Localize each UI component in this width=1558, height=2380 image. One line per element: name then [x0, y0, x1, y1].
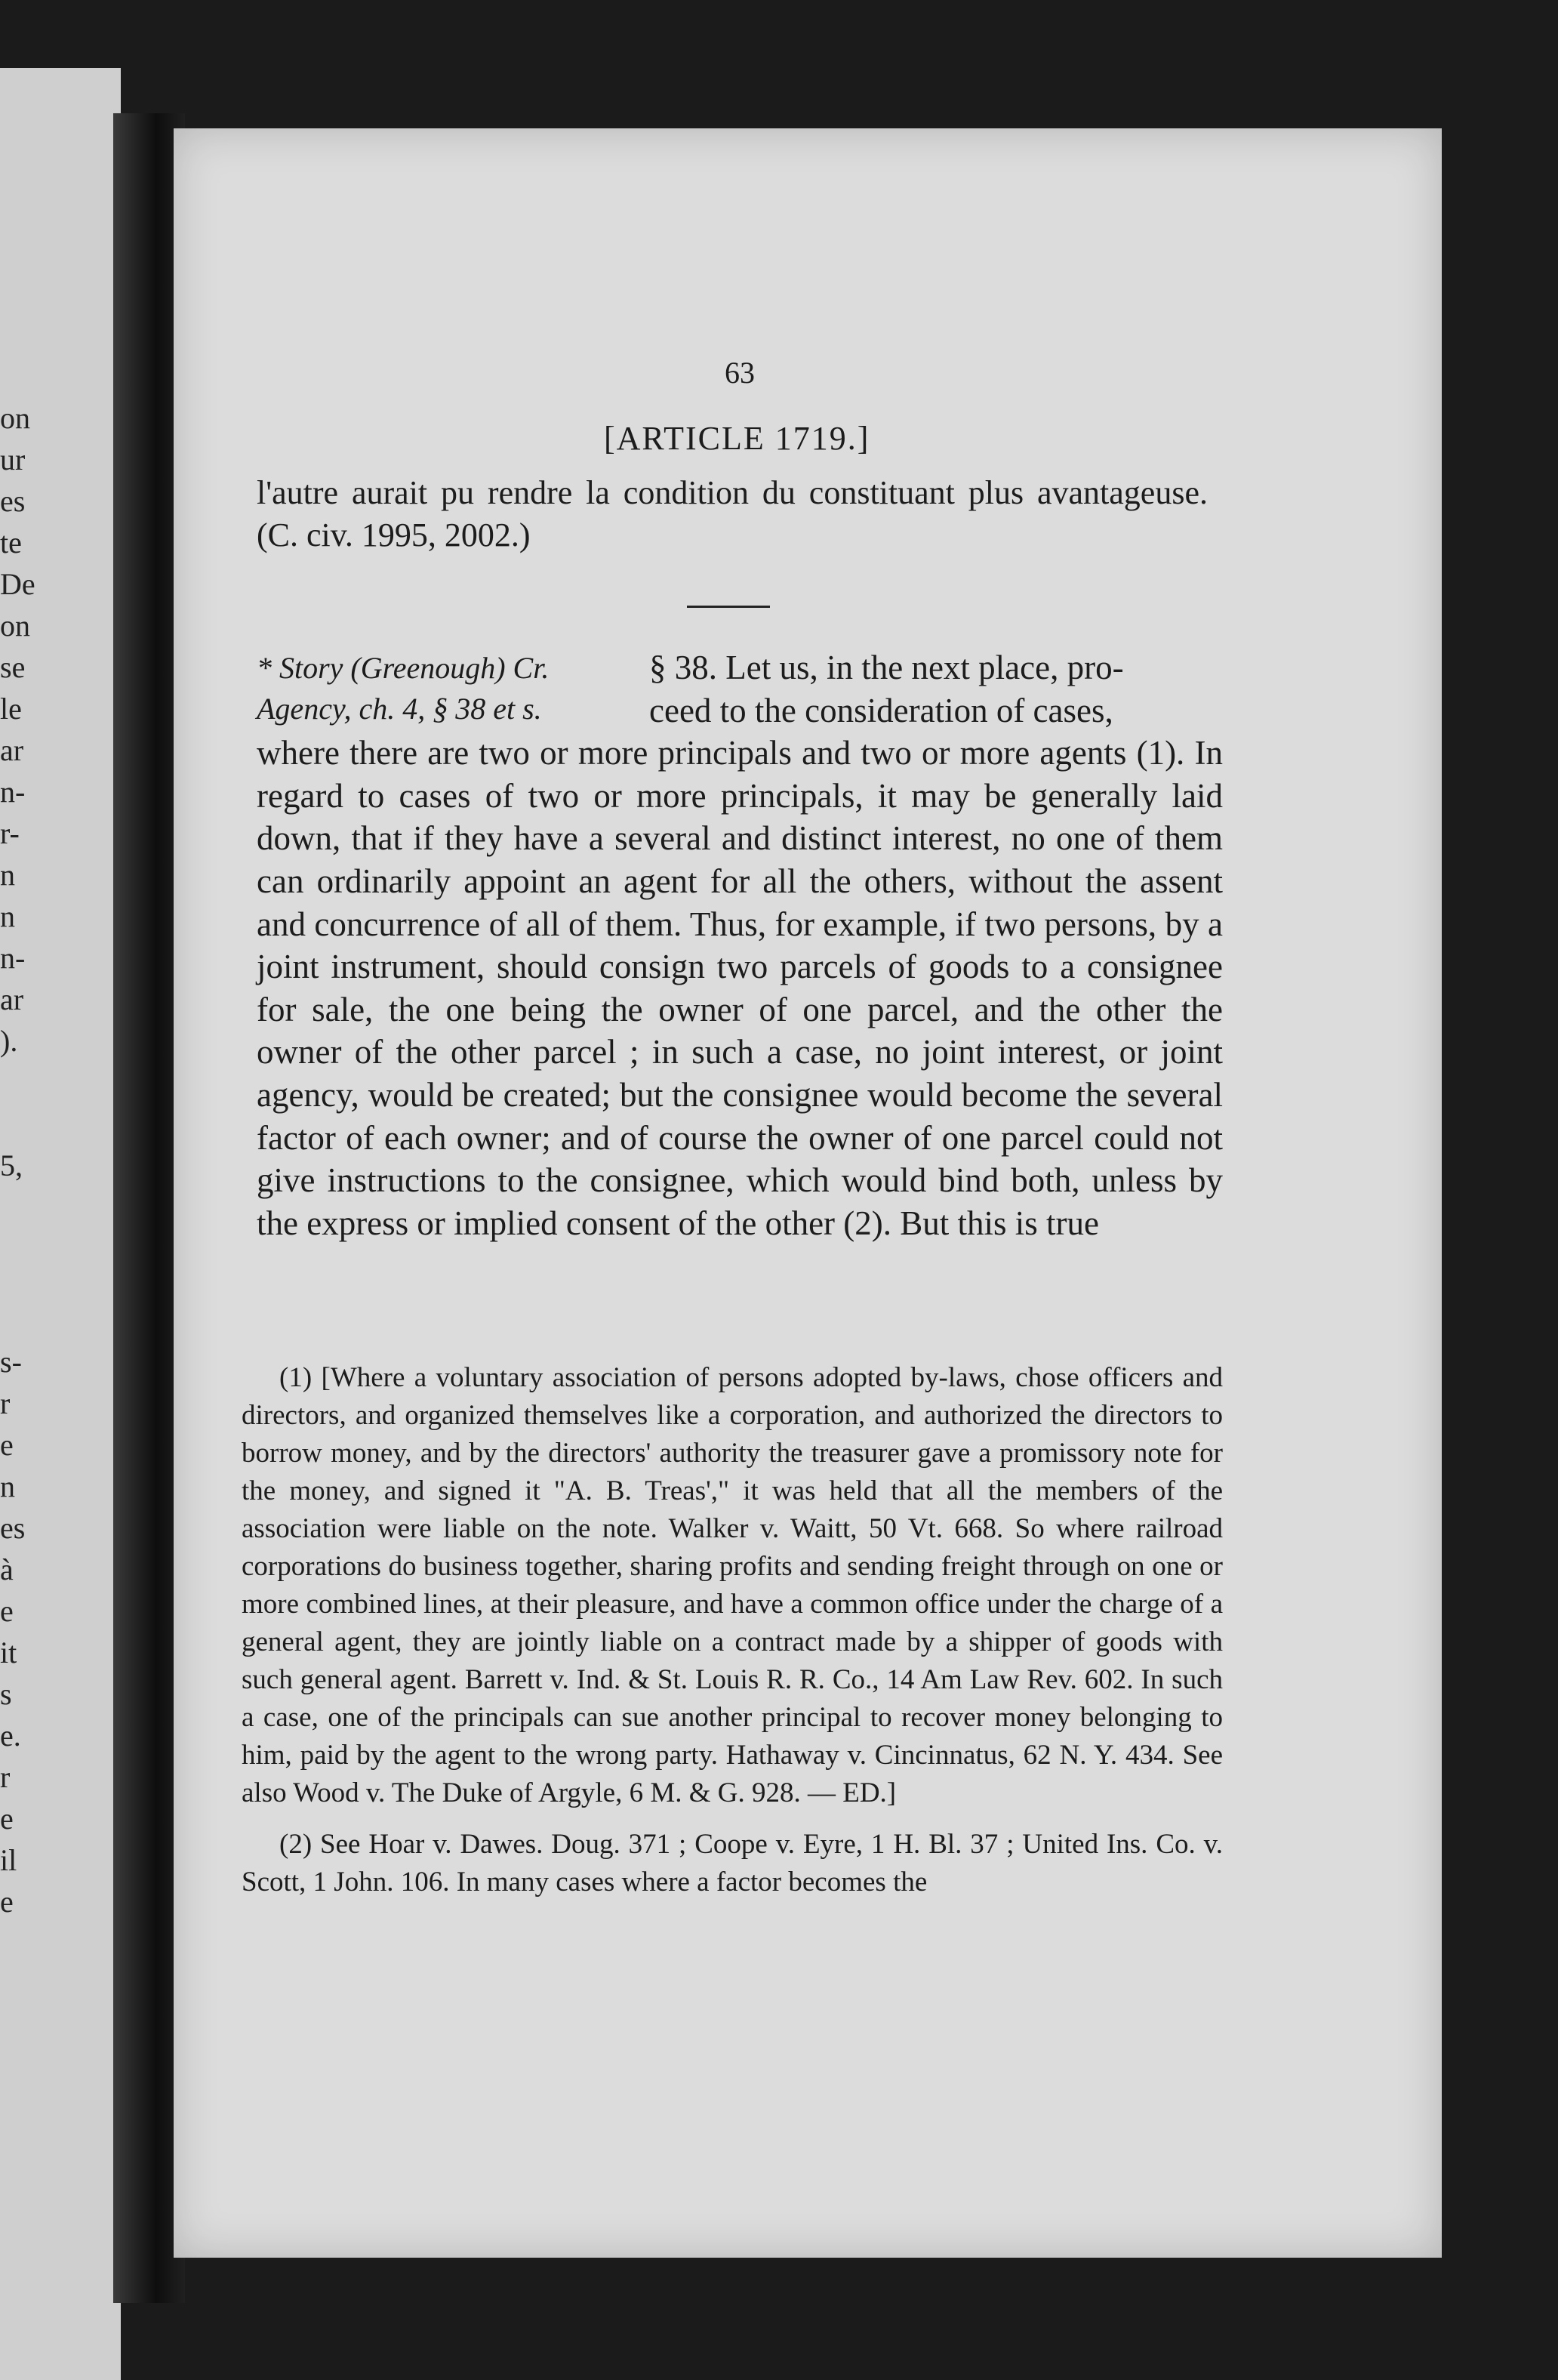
article-heading: [ARTICLE 1719.] [604, 420, 870, 457]
facing-page-fragment: ur [0, 442, 26, 476]
facing-page-fragment: e [0, 1428, 14, 1462]
facing-page-fragment: r [0, 1386, 11, 1420]
facing-page-fragment: ar [0, 982, 24, 1016]
footnote-2: (2) See Hoar v. Dawes. Doug. 371 ; Coope v. Eyre, 1 H. Bl. 37 ; United Ins. Co. v. Scott, 1 John. 106. In many cases where a factor becomes the [242, 1829, 1223, 1898]
facing-page-fragment: le [0, 692, 22, 726]
main-body: where there are two or more principals and two or more agents (1). In regard to cases of two or more principals, it may be generally laid down, that if they have a several and distinct interest, no one of them can ordinarily appoint an agent for all the others, without the assent and concurrence of all of them. Thus, for example, if two persons, by a joint instrument, should consign two parcels of goods to a consignee for sale, the one being the owner of one parcel, and the other the owner of the other parcel ; in such a case, no joint interest, or joint agency, would be created; but the consignee would become the several factor of each owner; and of course the owner of one parcel could not give instructions to the consignee, which would bind both, unless by the express or implied consent of the other (2). But this is true [257, 734, 1223, 1242]
facing-page-fragment: e [0, 1885, 14, 1919]
facing-page-fragment: on [0, 609, 30, 643]
facing-page-fragment: e [0, 1594, 14, 1628]
facing-page-fragment: s [0, 1677, 12, 1711]
main-line-2: ceed to the consideration of cases, [649, 691, 1113, 729]
main-paragraph [257, 646, 1223, 1244]
facing-page-fragment: n- [0, 941, 26, 975]
facing-page-fragment: De [0, 567, 35, 601]
facing-page-fragment: ). [0, 1024, 18, 1058]
facing-page-fragment: on [0, 401, 30, 435]
section-divider [687, 606, 770, 608]
main-line-1: § 38. Let us, in the next place, pro- [649, 649, 1124, 686]
facing-page-fragment: 5, [0, 1148, 23, 1182]
page-number: 63 [725, 356, 755, 390]
marginal-citation: * Story (Greenough) Cr. Agency, ch. 4, § 38 et s. [257, 651, 550, 726]
facing-page-fragment: n [0, 899, 15, 933]
facing-page-fragment: s- [0, 1345, 22, 1379]
footnote-1: (1) [Where a voluntary association of persons adopted by-laws, chose officers and directors, and organized themselves like a corporation, and authorized the directors to borrow money, and by the directors' authority the treasurer gave a promissory note for the money, and signed it "A. B. Treas'," it was held that all the members of the association were liable on the note. Walker v. Waitt, 50 Vt. 668. So where railroad corporations do business together, sharing profits and sending freight through on one or more combined lines, at their pleasure, and have a common office under the charge of a general agent, they are jointly liable on a contract made by a shipper of goods with such general agent. Barrett v. Ind. & St. Louis R. R. Co., 14 Am Law Rev. 602. In such a case, one of the principals can sue another principal to recover money belonging to him, paid by the agent to the wrong party. Hathaway v. Cincinnatus, 62 N. Y. 434. See also Wood v. The Duke of Argyle, 6 M. & G. 928. — ED.] [242, 1362, 1223, 1808]
facing-page-fragment: e. [0, 1719, 21, 1753]
facing-page-fragment: n [0, 858, 15, 892]
facing-page-fragment: es [0, 1511, 26, 1545]
facing-page-fragment: à [0, 1552, 14, 1586]
facing-page-fragment: n- [0, 775, 26, 809]
facing-page-edge [0, 68, 121, 2380]
facing-page-fragment: es [0, 484, 26, 518]
facing-page-fragment: ar [0, 733, 24, 767]
facing-page-fragment: il [0, 1843, 17, 1877]
facing-page-fragment: se [0, 650, 26, 684]
facing-page-fragment: e [0, 1802, 14, 1836]
facing-page-fragment: n [0, 1469, 15, 1503]
facing-page-fragment: r- [0, 816, 20, 850]
intro-paragraph: l'autre aurait pu rendre la condition du constituant plus avantageuse. (C. civ. 1995, 2002.) [257, 474, 1208, 553]
book-page [174, 128, 1442, 2258]
facing-page-fragment: r [0, 1760, 11, 1794]
footnotes [242, 1359, 1223, 1915]
facing-page-fragment: te [0, 526, 22, 560]
facing-page-fragment: it [0, 1635, 17, 1669]
